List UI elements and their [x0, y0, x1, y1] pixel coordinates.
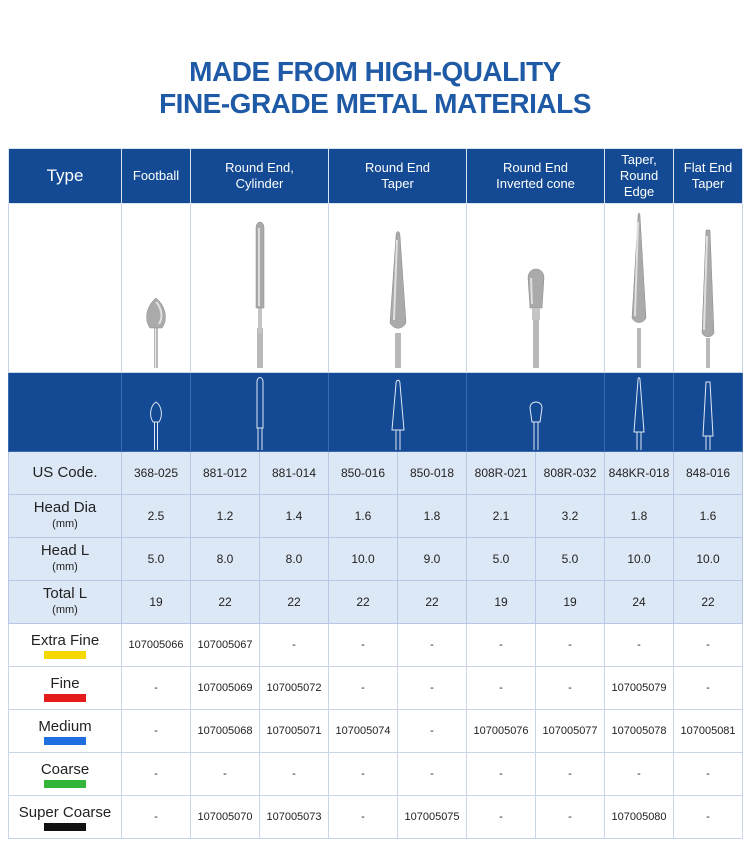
- part-number-cell: -: [467, 796, 536, 839]
- bur-photo-round-taper: [329, 204, 467, 373]
- head-l-cell: 8.0: [191, 538, 260, 581]
- grit-label: Extra Fine: [9, 624, 122, 667]
- part-number-cell: -: [122, 796, 191, 839]
- grit-row-medium: [9, 710, 743, 753]
- grit-color-swatch: [44, 694, 86, 702]
- head-dia-cell: 3.2: [536, 495, 605, 538]
- head-dia-cell: 2.5: [122, 495, 191, 538]
- part-number-cell: 107005080: [605, 796, 674, 839]
- total-l-cell: 19: [467, 581, 536, 624]
- part-number-cell: 107005068: [191, 710, 260, 753]
- bur-photo-inverted-cone: [467, 204, 605, 373]
- part-number-cell: -: [605, 753, 674, 796]
- part-number-cell: -: [398, 710, 467, 753]
- bur-photo-row: [9, 204, 743, 373]
- head-l-cell: 8.0: [260, 538, 329, 581]
- part-number-cell: -: [536, 796, 605, 839]
- bur-photo-taper-round-edge: [605, 204, 674, 373]
- part-number-cell: 107005066: [122, 624, 191, 667]
- total-l-cell: 22: [398, 581, 467, 624]
- part-number-cell: 107005079: [605, 667, 674, 710]
- grit-color-swatch: [44, 737, 86, 745]
- total-l-cell: 22: [329, 581, 398, 624]
- part-number-cell: -: [398, 753, 467, 796]
- head-dia-cell: 1.6: [329, 495, 398, 538]
- part-number-cell: -: [536, 667, 605, 710]
- head-l-cell: 5.0: [536, 538, 605, 581]
- bur-photo-football: [122, 204, 191, 373]
- head-l-cell: 9.0: [398, 538, 467, 581]
- part-number-cell: 107005070: [191, 796, 260, 839]
- us-code-cell: 850-016: [329, 452, 398, 495]
- head-l-cell: 10.0: [674, 538, 743, 581]
- grit-row-extra-fine: [9, 624, 743, 667]
- part-number-cell: -: [536, 624, 605, 667]
- head-dia-label: Head Dia (mm): [9, 495, 122, 538]
- blank-cell: [9, 204, 122, 373]
- part-number-cell: -: [674, 753, 743, 796]
- part-number-cell: -: [329, 753, 398, 796]
- part-number-cell: 107005073: [260, 796, 329, 839]
- type-header: Taper, Round Edge: [605, 149, 674, 204]
- part-number-cell: -: [122, 753, 191, 796]
- head-l-row: [9, 538, 743, 581]
- part-number-cell: -: [191, 753, 260, 796]
- part-number-cell: 107005075: [398, 796, 467, 839]
- head-l-cell: 10.0: [605, 538, 674, 581]
- type-header: Round End Inverted cone: [467, 149, 605, 204]
- head-dia-cell: 1.8: [398, 495, 467, 538]
- part-number-cell: -: [329, 624, 398, 667]
- type-header: Round End Taper: [329, 149, 467, 204]
- total-l-cell: 24: [605, 581, 674, 624]
- outline-flat-taper: [674, 373, 743, 452]
- head-l-cell: 10.0: [329, 538, 398, 581]
- grit-color-swatch: [44, 780, 86, 788]
- part-number-cell: -: [260, 753, 329, 796]
- total-l-cell: 22: [674, 581, 743, 624]
- grit-color-swatch: [44, 651, 86, 659]
- grit-row-coarse: [9, 753, 743, 796]
- us-code-row: [9, 452, 743, 495]
- part-number-cell: -: [467, 624, 536, 667]
- part-number-cell: 107005078: [605, 710, 674, 753]
- bur-outline-row: [9, 373, 743, 452]
- part-number-cell: 107005077: [536, 710, 605, 753]
- us-code-cell: 848KR-018: [605, 452, 674, 495]
- total-l-cell: 19: [536, 581, 605, 624]
- part-number-cell: 107005069: [191, 667, 260, 710]
- part-number-cell: -: [674, 667, 743, 710]
- outline-football: [122, 373, 191, 452]
- us-code-cell: 368-025: [122, 452, 191, 495]
- head-l-cell: 5.0: [122, 538, 191, 581]
- head-dia-cell: 1.6: [674, 495, 743, 538]
- us-code-cell: 808R-032: [536, 452, 605, 495]
- blank-cell: [9, 373, 122, 452]
- head-dia-cell: 1.8: [605, 495, 674, 538]
- part-number-cell: 107005067: [191, 624, 260, 667]
- head-l-cell: 5.0: [467, 538, 536, 581]
- type-header: Football: [122, 149, 191, 204]
- us-code-cell: 881-012: [191, 452, 260, 495]
- type-header: Round End, Cylinder: [191, 149, 329, 204]
- outline-round-taper: [329, 373, 467, 452]
- grit-color-swatch: [44, 823, 86, 831]
- type-header: Flat End Taper: [674, 149, 743, 204]
- part-number-cell: -: [122, 710, 191, 753]
- part-number-cell: -: [398, 667, 467, 710]
- type-label: Type: [9, 149, 122, 204]
- part-number-cell: -: [398, 624, 467, 667]
- outline-taper-round-edge: [605, 373, 674, 452]
- type-header-row: [9, 149, 743, 204]
- grit-label: Fine: [9, 667, 122, 710]
- part-number-cell: 107005072: [260, 667, 329, 710]
- head-l-label: Head L (mm): [9, 538, 122, 581]
- part-number-cell: -: [329, 667, 398, 710]
- us-code-cell: 808R-021: [467, 452, 536, 495]
- part-number-cell: 107005081: [674, 710, 743, 753]
- total-l-cell: 22: [260, 581, 329, 624]
- part-number-cell: -: [536, 753, 605, 796]
- part-number-cell: -: [122, 667, 191, 710]
- head-dia-cell: 2.1: [467, 495, 536, 538]
- part-number-cell: -: [467, 753, 536, 796]
- part-number-cell: -: [674, 796, 743, 839]
- us-code-cell: 881-014: [260, 452, 329, 495]
- bur-photo-cylinder: [191, 204, 329, 373]
- part-number-cell: -: [605, 624, 674, 667]
- us-code-label: US Code.: [9, 452, 122, 495]
- bur-photo-flat-taper: [674, 204, 743, 373]
- part-number-cell: -: [329, 796, 398, 839]
- part-number-cell: 107005071: [260, 710, 329, 753]
- part-number-cell: -: [674, 624, 743, 667]
- headline-line-1: MADE FROM HIGH-QUALITY: [189, 56, 561, 87]
- grit-row-super-coarse: [9, 796, 743, 839]
- total-l-cell: 19: [122, 581, 191, 624]
- total-l-label: Total L (mm): [9, 581, 122, 624]
- grit-label: Coarse: [9, 753, 122, 796]
- part-number-cell: 107005074: [329, 710, 398, 753]
- outline-inverted-cone: [467, 373, 605, 452]
- part-number-cell: -: [260, 624, 329, 667]
- outline-cylinder: [191, 373, 329, 452]
- grit-label: Super Coarse: [9, 796, 122, 839]
- head-dia-cell: 1.4: [260, 495, 329, 538]
- us-code-cell: 848-016: [674, 452, 743, 495]
- head-dia-row: [9, 495, 743, 538]
- grit-row-fine: [9, 667, 743, 710]
- head-dia-cell: 1.2: [191, 495, 260, 538]
- part-number-cell: 107005076: [467, 710, 536, 753]
- grit-label: Medium: [9, 710, 122, 753]
- part-number-cell: -: [467, 667, 536, 710]
- total-l-row: [9, 581, 743, 624]
- total-l-cell: 22: [191, 581, 260, 624]
- us-code-cell: 850-018: [398, 452, 467, 495]
- headline-line-2: FINE-GRADE METAL MATERIALS: [159, 88, 591, 119]
- spec-table: [8, 148, 743, 839]
